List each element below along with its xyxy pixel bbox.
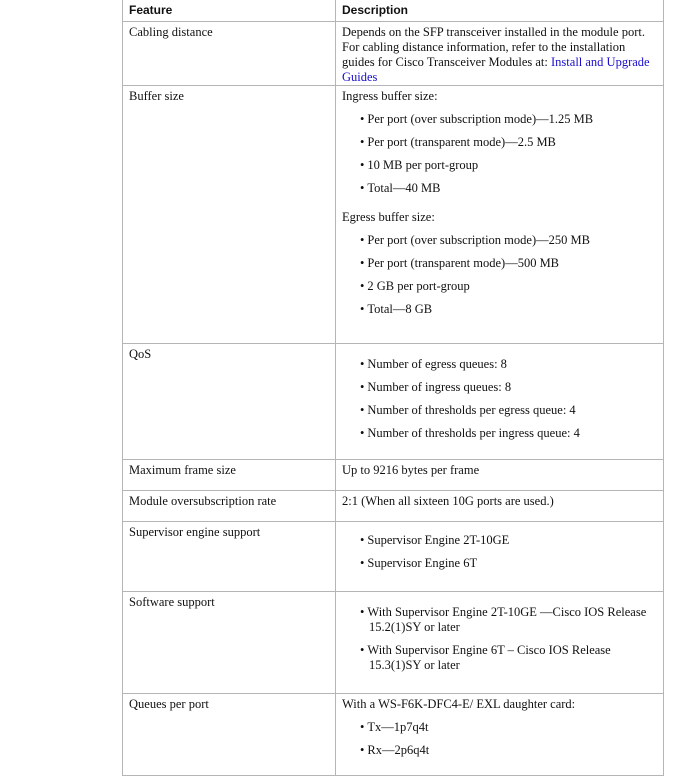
description-cell [336,344,664,460]
list-item: • Supervisor Engine 2T-10GE [360,533,658,548]
description-cell [336,694,664,776]
list-item: • 10 MB per port-group [360,158,658,173]
list-item: • Per port (over subscription mode)—1.25 MB [360,112,658,127]
list-item: • With Supervisor Engine 2T-10GE —Cisco IOS Release 15.2(1)SY or later [360,605,658,635]
egress-title: Egress buffer size: [342,210,435,224]
description-cell [336,592,664,694]
description-cell [336,22,664,86]
table-row [123,694,664,776]
queues-text: With a WS-F6K-DFC4-E/ EXL daughter card: [342,697,576,711]
table-row [123,460,664,491]
ingress-title: Ingress buffer size: [342,89,438,103]
description-cell [336,86,664,344]
feature-cell: Maximum frame size [123,460,336,491]
table-row [123,86,664,344]
description-header: Description [336,0,664,22]
feature-cell: QoS [123,344,336,460]
list-item: • Tx—1p7q4t [360,720,658,735]
install-guides-link[interactable]: Install and Upgrade Guides [342,55,650,84]
table-row [123,592,664,694]
feature-cell: Cabling distance [123,22,336,86]
list-item: • Per port (transparent mode)—500 MB [360,256,658,271]
list-item: • Total—8 GB [360,302,658,317]
table-row [123,344,664,460]
list-item: • Number of egress queues: 8 [360,357,658,372]
feature-cell: Buffer size [123,86,336,344]
feature-cell: Software support [123,592,336,694]
list-item: • Number of thresholds per egress queue: 4 [360,403,658,418]
description-cell: Up to 9216 bytes per frame [336,460,664,491]
table-row [123,522,664,592]
feature-table [122,0,664,776]
table-row [123,22,664,86]
list-item: • Total—40 MB [360,181,658,196]
header-row [123,0,664,22]
list-item: • Per port (transparent mode)—2.5 MB [360,135,658,150]
table-row [123,491,664,522]
list-item: • Supervisor Engine 6T [360,556,658,571]
list-item: • 2 GB per port-group [360,279,658,294]
feature-cell: Queues per port [123,694,336,776]
feature-header: Feature [123,0,336,22]
list-item: • Number of thresholds per ingress queue: 4 [360,426,658,441]
list-item: • Rx—2p6q4t [360,743,658,758]
list-item: • With Supervisor Engine 6T – Cisco IOS Release 15.3(1)SY or later [360,643,658,673]
list-item: • Per port (over subscription mode)—250 MB [360,233,658,248]
cabling-text: Depends on the SFP transceiver installed in the module port. For cabling distance information, refer to the installation guides for Cisco Transceiver Modules at: [342,25,645,69]
description-cell [336,522,664,592]
feature-cell: Module oversubscription rate [123,491,336,522]
list-item: • Number of ingress queues: 8 [360,380,658,395]
description-cell: 2:1 (When all sixteen 10G ports are used.) [336,491,664,522]
feature-cell: Supervisor engine support [123,522,336,592]
